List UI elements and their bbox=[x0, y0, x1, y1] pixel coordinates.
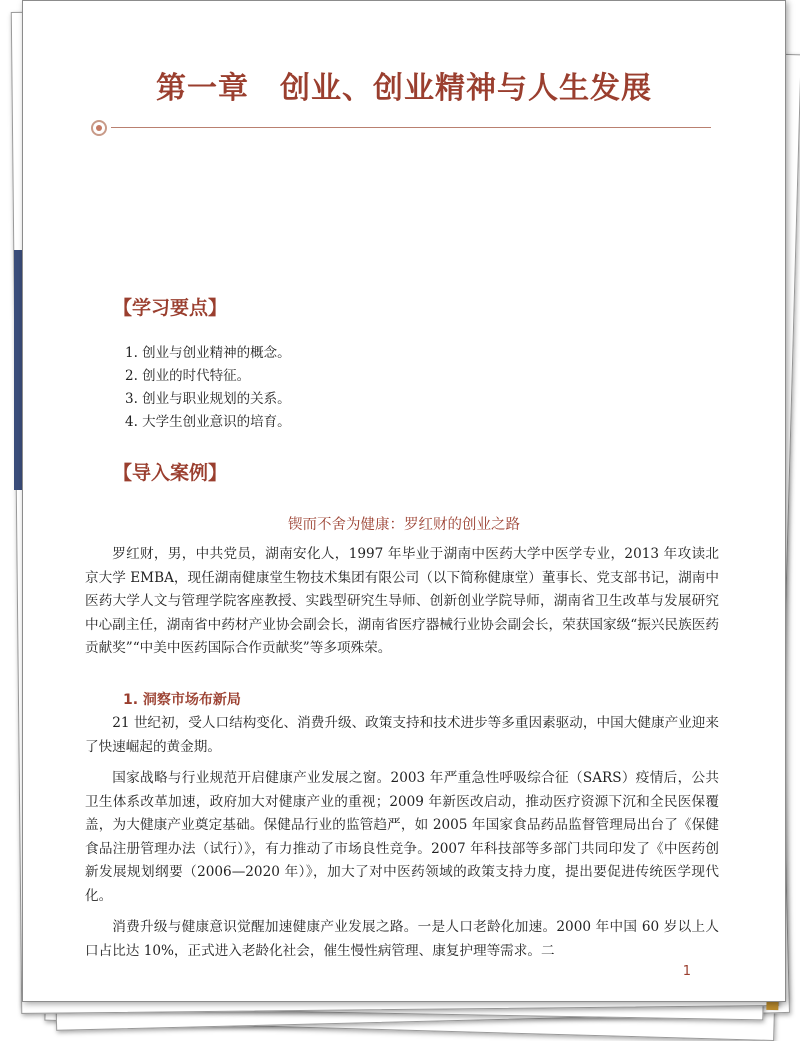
list-item: 3. 创业与职业规划的关系。 bbox=[125, 391, 291, 407]
case-paragraphs bbox=[85, 712, 719, 963]
learning-points-heading: 【学习要点】 bbox=[113, 297, 228, 319]
learning-points-list bbox=[125, 342, 291, 434]
title-divider bbox=[111, 127, 711, 128]
list-item: 2. 创业的时代特征。 bbox=[125, 368, 251, 384]
case-paragraph-4: 消费升级与健康意识觉醒加速健康产业发展之路。一是人口老龄化加速。2000 年中国 60 岁以上人口占比达 10%，正式进入老龄化社会，催生慢性病管理、康复护理等需求。二 bbox=[85, 919, 719, 959]
ornament-icon bbox=[91, 120, 107, 136]
case-paragraph-3: 国家战略与行业规范开启健康产业发展之窗。2003 年严重急性呼吸综合征（SARS）疫情后，公共卫生体系改革加速，政府加大对健康产业的重视；2009 年新医改启动，推动医疗资源下沉和全民医保覆盖，为大健康产业奠定基础。保健品行业的监管趋严，如 2005 年国家食品药品监督管理局出台了《保健食品注册管理办法（试行）》，有力推动了市场良性竞争。2007 年科技部等多部门共同印发了《中医药创新发展规划纲要（2006—2020 年）》，加大了对中医药领域的政策支持力度，提出要促进传统医学现代化。 bbox=[85, 770, 719, 904]
document-page bbox=[22, 0, 786, 1002]
case-paragraph-1: 罗红财，男，中共党员，湖南安化人，1997 年毕业于湖南中医药大学中医学专业，2013 年攻读北京大学 EMBA，现任湖南健康堂生物技术集团有限公司（以下简称健康堂）董事长、党支部书记，湖南中医药大学人文与管理学院客座教授、实践型研究生导师、创新创业学院导师，湖南省卫生改革与发展研究中心副主任，湖南省中药材产业协会副会长，湖南省医疗器械行业协会副会长，荣获国家级“振兴民族医药贡献奖”“中美中医药国际合作贡献奖”等多项殊荣。 bbox=[85, 546, 719, 656]
intro-case-heading: 【导入案例】 bbox=[113, 462, 228, 484]
chapter-title: 第一章 创业、创业精神与人生发展 bbox=[156, 71, 652, 106]
page-number: 1 bbox=[682, 964, 691, 979]
book-cover-edge bbox=[14, 250, 22, 490]
case-title: 锲而不舍为健康：罗红财的创业之路 bbox=[288, 517, 520, 533]
case-paragraph-2: 21 世纪初，受人口结构变化、消费升级、政策支持和技术进步等多重因素驱动，中国大健康产业迎来了快速崛起的黄金期。 bbox=[85, 715, 719, 755]
list-item: 4. 大学生创业意识的培育。 bbox=[125, 414, 291, 430]
list-item: 1. 创业与创业精神的概念。 bbox=[125, 345, 291, 361]
case-sub-heading: 1. 洞察市场布新局 bbox=[123, 692, 241, 708]
